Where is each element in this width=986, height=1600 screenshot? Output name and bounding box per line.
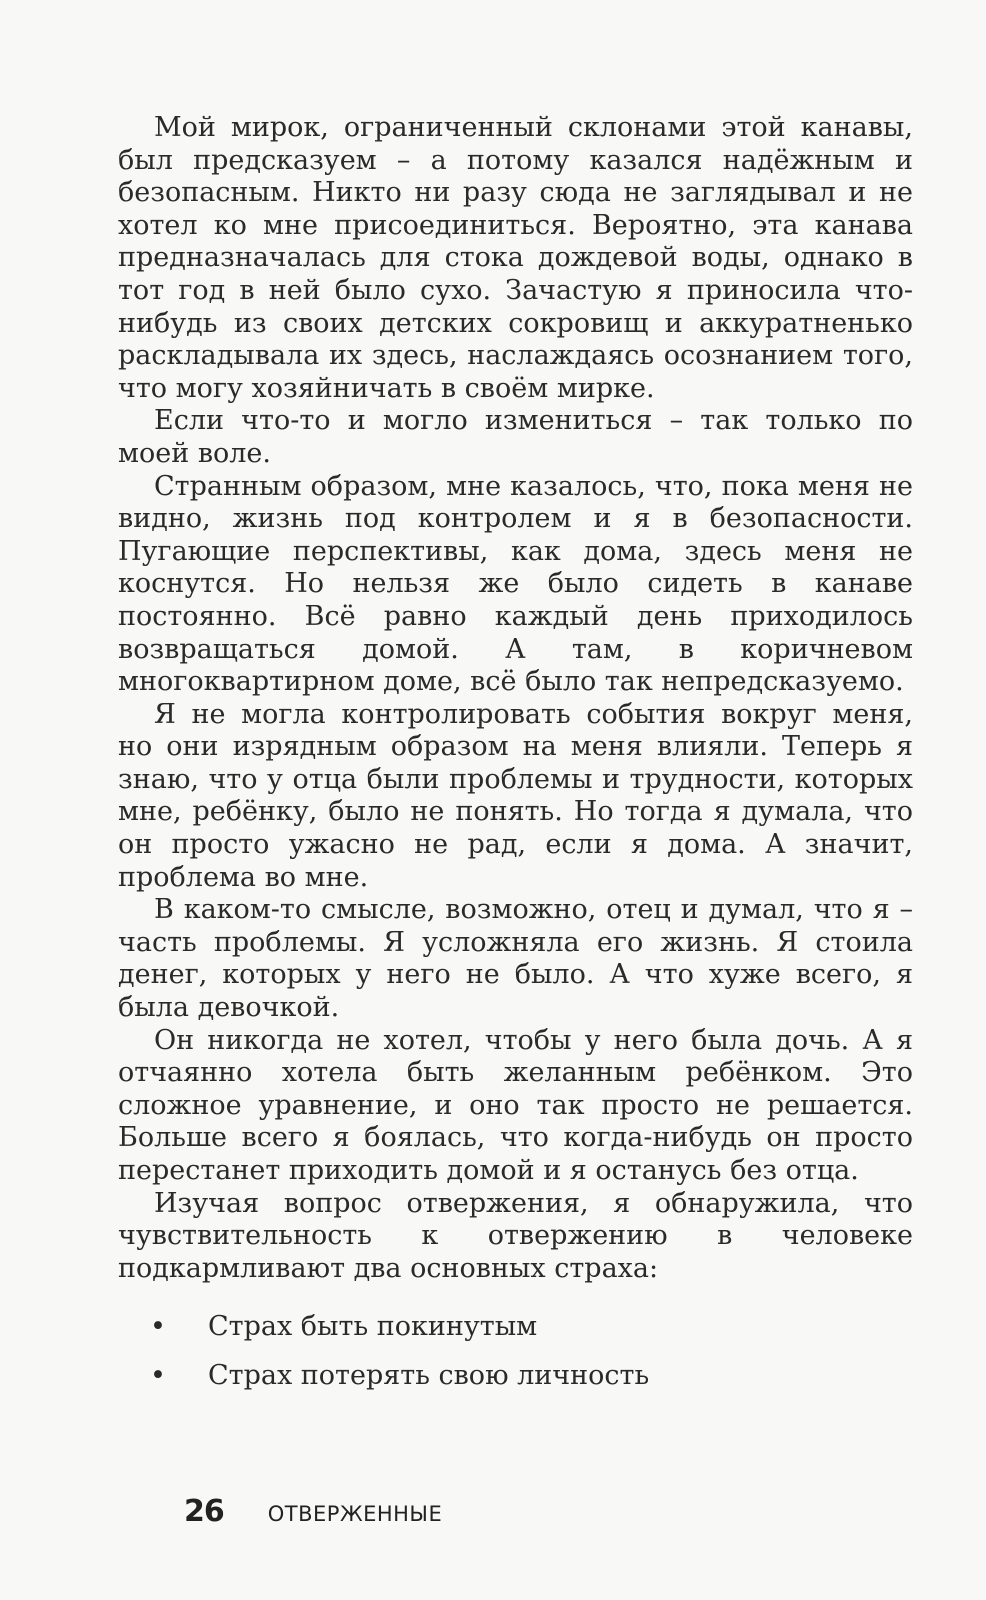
list-item — [118, 1360, 913, 1393]
paragraph-5: В каком-то смысле, возможно, отец и думал, что я – часть проблемы. Я усложняла его жизнь. Я стоила денег, которых у него не было. А что хуже всего, я была девочкой. — [118, 894, 913, 1024]
paragraph-3: Странным образом, мне казалось, что, пока меня не видно, жизнь под контролем и я в безопасности. Пугающие перспективы, как дома, здесь меня не коснутся. Но нельзя же было сидеть в канаве постоянно. Всё равно каждый день приходилось возвращаться домой. А там, в коричневом многоквартирном доме, всё было так непредсказуемо. — [118, 470, 913, 698]
paragraph-6: Он никогда не хотел, чтобы у него была дочь. А я отчаянно хотела быть желанным ребёнком. Это сложное уравнение, и оно так просто не решается. Больше всего я боялась, что когда-нибудь он просто перестанет приходить домой и я останусь без отца. — [118, 1024, 913, 1186]
list-item-text: Страх потерять свою личность — [208, 1359, 650, 1391]
paragraph-7: Изучая вопрос отвержения, я обнаружила, что чувствительность к отвержению в человеке подкармливают два основных страха: — [118, 1187, 913, 1284]
paragraph-4: Я не могла контролировать события вокруг меня, но они изрядным образом на меня влияли. Теперь я знаю, что у отца были проблемы и трудности, которых мне, ребёнку, было не понять. Но тогда я думала, что он просто ужасно не рад, если я дома. А значит, проблема во мне. — [118, 698, 913, 893]
page-footer — [184, 1494, 442, 1529]
running-title: ОТВЕРЖЕННЫЕ — [267, 1502, 443, 1526]
paragraph-2: Если что-то и могло измениться – так только по моей воле. — [118, 405, 913, 469]
list-item — [118, 1311, 913, 1344]
list-item-text: Страх быть покинутым — [208, 1311, 538, 1343]
fears-list — [118, 1311, 913, 1392]
bullet-icon: • — [150, 1359, 166, 1391]
bullet-icon: • — [150, 1311, 166, 1343]
body-text — [118, 112, 913, 1409]
page-number: 26 — [184, 1494, 224, 1529]
paragraph-1: Мой мирок, ограниченный склонами этой канавы, был предсказуем – а потому казался надёжным и безопасным. Никто ни разу сюда не заглядывал и не хотел ко мне присоединиться. Вероятно, эта канава предназначалась для стока дождевой воды, однако в тот год в ней было сухо. Зачастую я приносила что-нибудь из своих детских сокровищ и аккуратненько раскладывала их здесь, наслаждаясь осознанием того, что могу хозяйничать в своём мирке. — [118, 112, 913, 404]
